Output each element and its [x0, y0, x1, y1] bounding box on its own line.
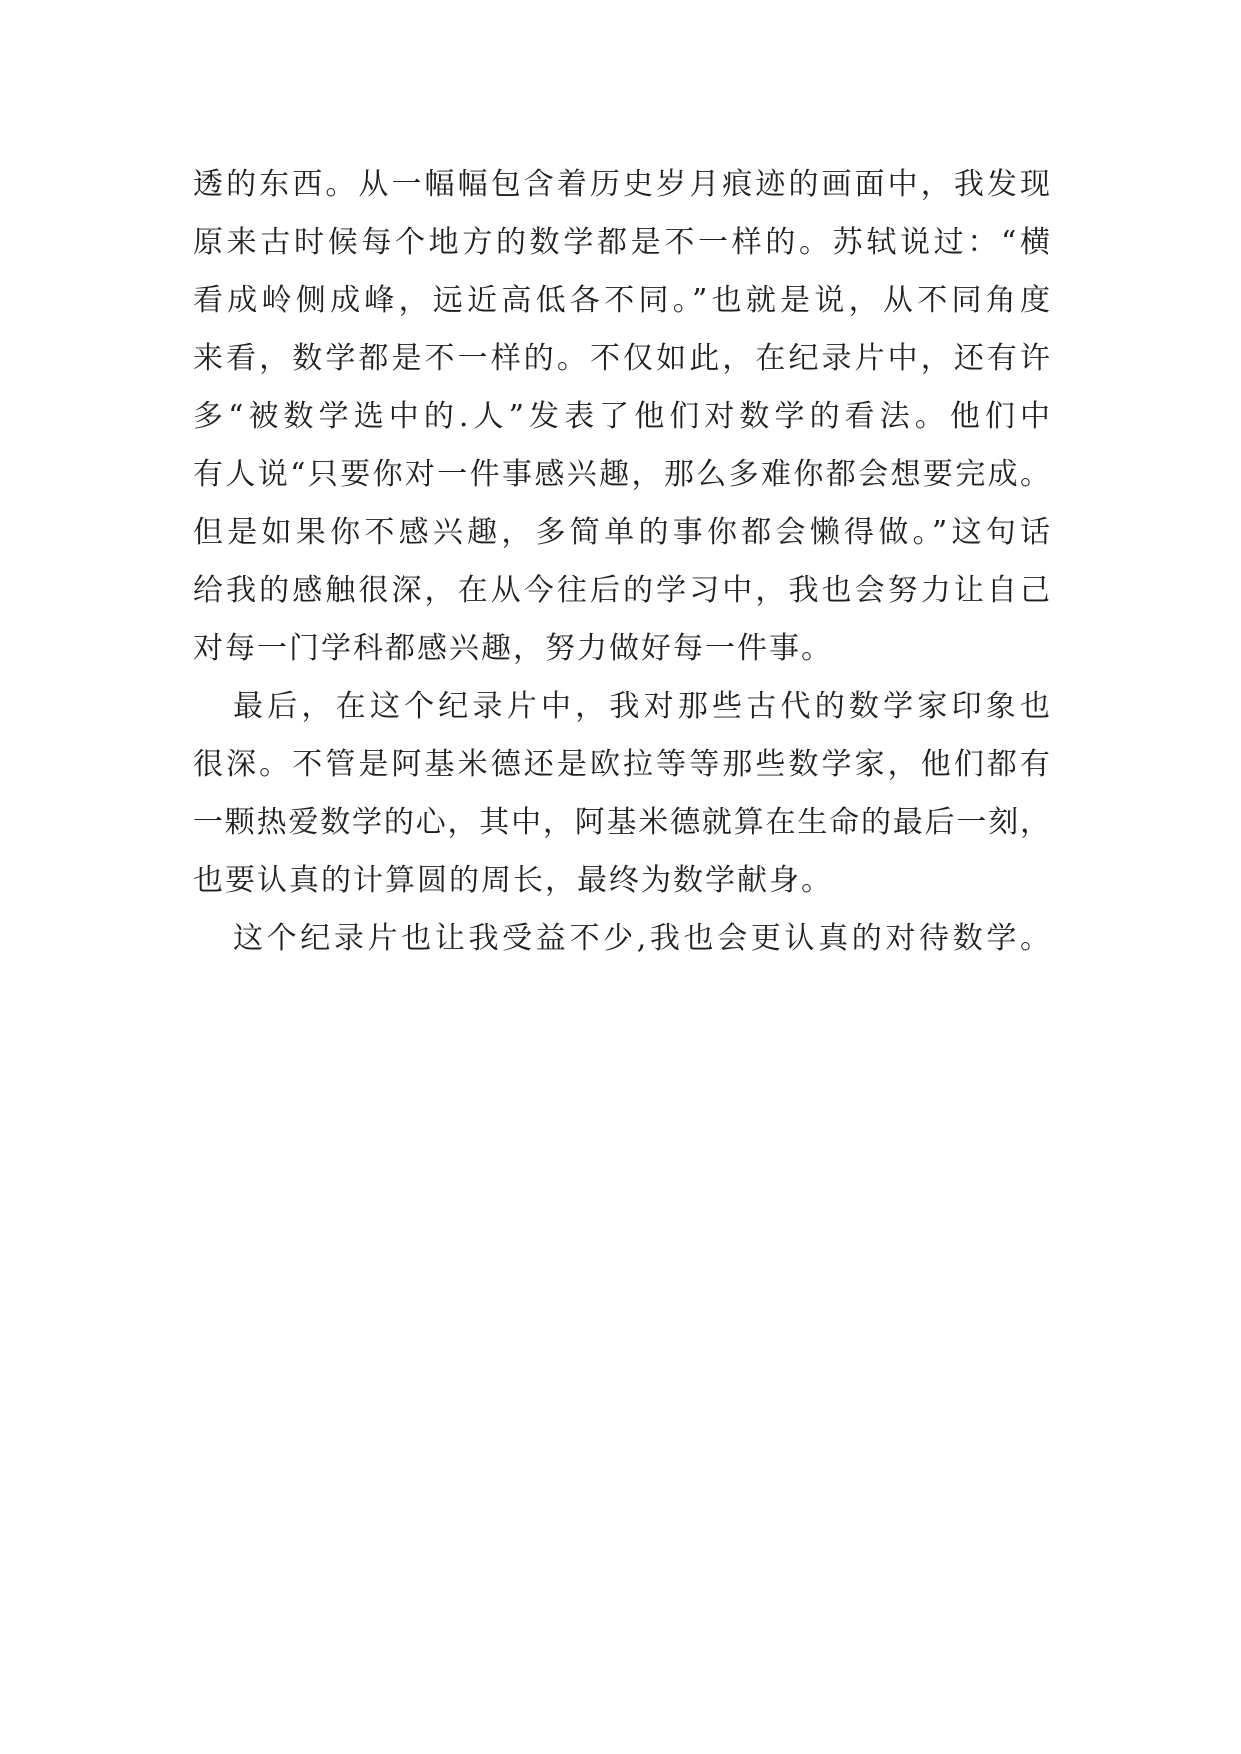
text-line: 这个纪录片也让我受益不少,我也会更认真的对待数学。	[233, 921, 1050, 956]
text-line: 最后，在这个纪录片中，我对那些古代的数学家印象也	[233, 689, 1050, 724]
text-line: 看成岭侧成峰，远近高低各不同。”也就是说，从不同角度	[193, 283, 1050, 318]
paragraph-1	[193, 156, 1050, 678]
paragraph-3	[193, 910, 1050, 968]
text-line: 给我的感触很深，在从今往后的学习中，我也会努力让自己	[193, 573, 1050, 608]
text-line: 来看，数学都是不一样的。不仅如此，在纪录片中，还有许	[193, 341, 1050, 376]
text-line: 原来古时候每个地方的数学都是不一样的。苏轼说过：“横	[193, 225, 1050, 260]
text-line: 一颗热爱数学的心，其中，阿基米德就算在生命的最后一刻，	[193, 805, 1050, 840]
text-line: 但是如果你不感兴趣，多简单的事你都会懒得做。”这句话	[193, 515, 1050, 550]
text-line: 也要认真的计算圆的周长，最终为数学献身。	[193, 863, 833, 898]
text-line: 很深。不管是阿基米德还是欧拉等等那些数学家，他们都有	[193, 747, 1050, 782]
text-line: 透的东西。从一幅幅包含着历史岁月痕迹的画面中，我发现	[193, 167, 1050, 202]
document-body	[193, 156, 1050, 968]
text-line: 对每一门学科都感兴趣，努力做好每一件事。	[193, 631, 833, 666]
text-line: 有人说“只要你对一件事感兴趣，那么多难你都会想要完成。	[193, 457, 1050, 492]
paragraph-2	[193, 678, 1050, 910]
text-line: 多“被数学选中的.人”发表了他们对数学的看法。他们中	[193, 399, 1050, 434]
